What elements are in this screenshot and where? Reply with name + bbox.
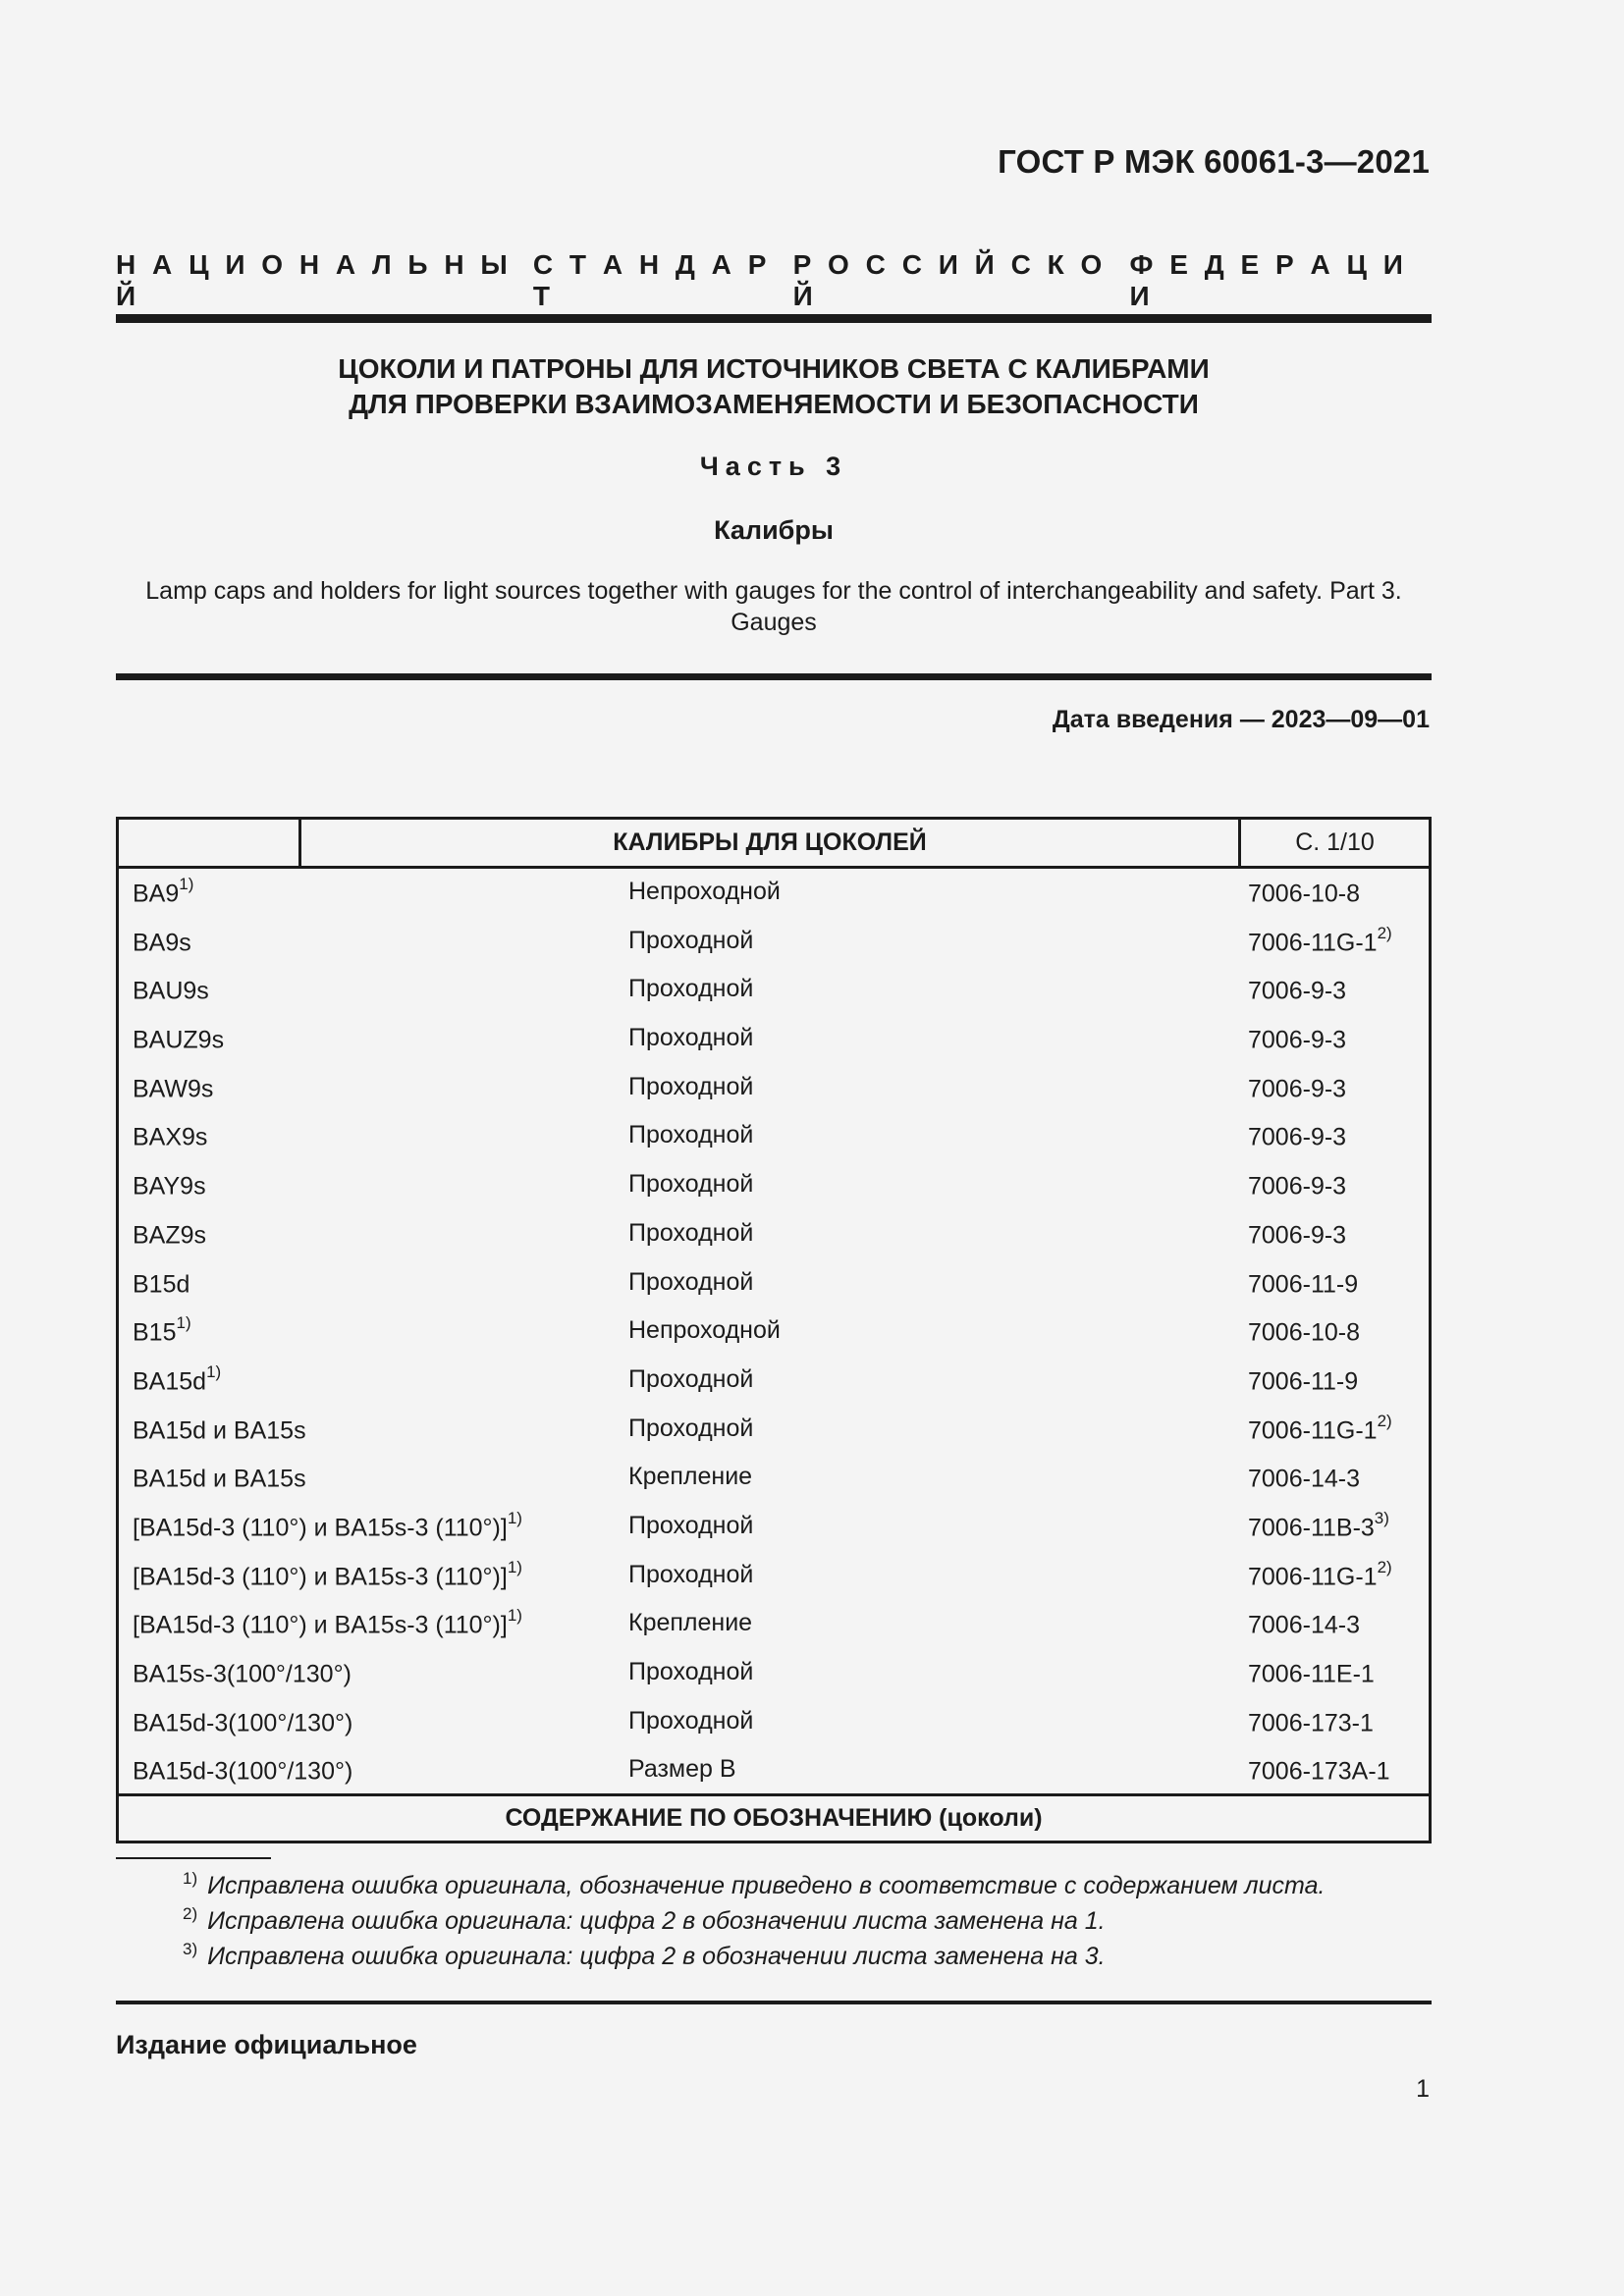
gauge-type-cell-text: Проходной [628,1364,754,1393]
cap-cell-text: BA15d и BA15s [133,1415,306,1444]
sheet-cell-text: 7006-9-3 [1248,1123,1347,1151]
cap-cell-text: B15d [133,1269,190,1298]
sheet-cell [1248,1508,1389,1542]
top-divider [116,314,1432,323]
gauge-type-cell [628,1707,753,1735]
gauge-type-cell [628,1512,753,1540]
cap-cell-text: [BA15d-3 (110°) и BA15s-3 (110°)] [133,1611,508,1639]
gauge-type-cell-text: Проходной [628,1267,754,1296]
sheet-cell-text: 7006-173A-1 [1248,1757,1390,1786]
gauge-type-cell [628,1365,753,1394]
cap-cell [133,1121,207,1151]
sheet-cell-text: 7006-11-9 [1248,1367,1359,1396]
page-number: 1 [1416,2075,1430,2103]
gauge-type-cell-text: Проходной [628,1511,754,1539]
bottom-divider [116,2001,1432,2004]
cap-cell-text: BA15d [133,1367,207,1396]
gauge-type-cell [628,1121,753,1149]
table-row [119,1503,1429,1552]
cap-cell-text: BAX9s [133,1123,208,1151]
cap-cell [133,1170,206,1201]
footnote-mark: 3) [183,1940,198,1958]
cap-cell [133,1606,522,1639]
footnote-text: Исправлена ошибка оригинала, обозначение приведено в соответствие с содержанием листа. [207,1872,1326,1899]
footnote-ref: 2) [1377,1557,1392,1576]
edition-label: Издание официальное [116,2030,417,2059]
sheet-cell-text: 7006-11-9 [1248,1269,1359,1298]
cap-cell [133,875,194,908]
gauge-type-cell-text: Проходной [628,1121,754,1149]
cap-cell [133,1463,306,1493]
sheet-cell [1248,1268,1358,1299]
gauge-type-cell [628,1268,753,1297]
footnote-mark: 2) [183,1904,198,1923]
sheet-cell-text: 7006-11G-1 [1248,1562,1378,1590]
cap-cell-text: BAU9s [133,977,209,1005]
sheet-cell-text: 7006-9-3 [1248,1172,1347,1201]
table-row [119,1552,1429,1601]
sheet-cell-text: 7006-9-3 [1248,1221,1347,1250]
table-footer: СОДЕРЖАНИЕ ПО ОБОЗНАЧЕНИЮ (цоколи) [119,1793,1429,1841]
table-row [119,1649,1429,1698]
table-row [119,1259,1429,1308]
english-title-line-1: Lamp caps and holders for light sources together with gauges for the control of interchangeability and safety. Part 3. [145,577,1402,605]
gauge-type-cell [628,1755,736,1784]
table-row [119,1454,1429,1503]
gauge-type-cell-text: Проходной [628,1072,754,1100]
sheet-cell-text: 7006-9-3 [1248,1026,1347,1054]
cap-cell-text: BA15s-3(100°/130°) [133,1660,352,1688]
footnote-ref: 3) [1374,1508,1389,1527]
cap-cell [133,1024,224,1054]
sheet-cell [1248,1658,1375,1688]
footnote-ref: 1) [507,1557,522,1576]
sheet-cell [1248,1557,1392,1591]
table-header [119,820,1429,869]
sheet-cell-text: 7006-14-3 [1248,1465,1360,1493]
footnote-text: Исправлена ошибка оригинала: цифра 2 в обозначении листа заменена на 1. [207,1907,1106,1935]
sheet-cell-text: 7006-11G-1 [1248,929,1378,957]
subtitle: Калибры [714,515,834,545]
title-line-2: ДЛЯ ПРОВЕРКИ ВЗАИМОЗАМЕНЯЕМОСТИ И БЕЗОПАСНОСТИ [349,389,1199,419]
cap-cell [133,927,191,957]
sheet-cell [1248,878,1360,908]
cap-cell-text: BAZ9s [133,1221,207,1250]
cap-cell [133,1313,191,1347]
gauge-type-cell [628,1219,753,1248]
cap-cell-text: BAUZ9s [133,1026,225,1054]
sheet-cell [1248,1170,1346,1201]
gauge-type-cell-text: Проходной [628,1414,754,1442]
sheet-cell [1248,1024,1346,1054]
gauge-type-cell [628,1415,753,1443]
footnote [183,1903,1325,1939]
national-standard-heading [116,249,1432,312]
sheet-cell-text: 7006-9-3 [1248,1075,1347,1103]
sheet-cell-text: 7006-173-1 [1248,1709,1374,1737]
cap-cell [133,975,209,1005]
footnote-ref: 1) [507,1606,522,1626]
sheet-cell [1248,1707,1374,1737]
table-row [119,1064,1429,1113]
table-row [119,1600,1429,1649]
gauge-type-cell-text: Проходной [628,926,754,954]
gauge-type-cell-text: Крепление [628,1609,753,1637]
cap-cell-text: B15 [133,1318,177,1347]
header-sheet: С. 1/10 [1295,828,1375,856]
footnote-ref: 1) [176,1313,191,1333]
gauge-type-cell [628,1073,753,1101]
gauge-type-cell-text: Проходной [628,975,754,1003]
cap-cell-text: BA15d-3(100°/130°) [133,1709,353,1737]
footnote-ref: 2) [1377,923,1392,942]
english-title-line-2: Gauges [731,609,817,636]
gauge-type-cell-text: Проходной [628,1170,754,1199]
table-row [119,1161,1429,1210]
table-row [119,1210,1429,1259]
footnote-ref: 1) [206,1362,222,1381]
table-row [119,1357,1429,1406]
sheet-cell [1248,1073,1346,1103]
cap-cell-text: BAY9s [133,1172,206,1201]
title-divider [116,673,1432,680]
sheet-cell-text: 7006-10-8 [1248,1318,1360,1347]
table-row [119,1308,1429,1357]
sheet-cell-text: 7006-10-8 [1248,880,1360,908]
introduction-date: Дата введения — 2023—09—01 [1052,706,1430,733]
sheet-cell-text: 7006-9-3 [1248,977,1347,1005]
footnote [183,1868,1325,1903]
gauges-table [116,817,1432,1843]
footnote [183,1939,1325,1974]
gauge-type-cell [628,1170,753,1199]
gauge-type-cell [628,927,753,955]
gauge-type-cell [628,975,753,1003]
footnote-divider [116,1857,271,1859]
table-row [119,918,1429,967]
sheet-cell-text: 7006-11E-1 [1248,1660,1375,1688]
cap-cell [133,1268,189,1299]
gauge-type-cell [628,1561,753,1589]
table-row [119,1746,1429,1795]
gauge-type-cell-text: Проходной [628,1706,754,1735]
cap-cell-text: BA9s [133,929,191,957]
gauge-type-cell [628,1024,753,1052]
table-row [119,966,1429,1015]
sheet-cell [1248,975,1346,1005]
title-line-1: ЦОКОЛИ И ПАТРОНЫ ДЛЯ ИСТОЧНИКОВ СВЕТА С КАЛИБРАМИ [338,353,1210,384]
cap-cell [133,1707,352,1737]
cap-cell-text: [BA15d-3 (110°) и BA15s-3 (110°)] [133,1514,508,1542]
english-title [116,575,1432,638]
sheet-cell [1248,1365,1358,1396]
gauge-type-cell-text: Непроходной [628,1316,781,1345]
national-word: Р О С С И Й С К О Й [792,249,1119,311]
sheet-cell [1248,1219,1346,1250]
gauge-type-cell-text: Размер B [628,1755,736,1784]
cap-cell [133,1658,352,1688]
table-body [119,869,1429,1795]
sheet-cell [1248,1609,1360,1639]
sheet-cell [1248,1755,1390,1786]
footnotes [183,1868,1325,1974]
sheet-cell [1248,923,1392,957]
cap-cell-text: [BA15d-3 (110°) и BA15s-3 (110°)] [133,1562,508,1590]
gauge-type-cell-text: Проходной [628,1560,754,1588]
table-row [119,869,1429,918]
gauge-type-cell-text: Проходной [628,1024,754,1052]
gauge-type-cell [628,1316,781,1345]
cap-cell-text: BA9 [133,880,180,908]
cap-cell-text: BA15d-3(100°/130°) [133,1757,353,1786]
sheet-cell [1248,1316,1360,1347]
gauge-type-cell [628,1463,752,1491]
sheet-cell [1248,1463,1360,1493]
cap-cell [133,1362,222,1396]
table-row [119,1015,1429,1064]
national-word: С Т А Н Д А Р Т [532,249,784,311]
part-label: Часть 3 [699,452,848,481]
footnote-ref: 2) [1377,1411,1392,1430]
table-row [119,1698,1429,1747]
footnote-ref: 1) [507,1508,522,1527]
table-row [119,1406,1429,1455]
sheet-cell-text: 7006-11B-3 [1248,1514,1375,1542]
standard-number: ГОСТ Р МЭК 60061-3—2021 [998,143,1430,180]
footnote-mark: 1) [183,1869,198,1888]
footnote-ref: 1) [179,875,194,893]
gauge-type-cell [628,1609,752,1637]
header-empty-cell [119,820,301,866]
gauge-type-cell-text: Непроходной [628,878,781,905]
header-title: КАЛИБРЫ ДЛЯ ЦОКОЛЕЙ [301,820,1241,866]
cap-cell [133,1755,352,1786]
cap-cell [133,1508,522,1542]
cap-cell [133,1415,306,1445]
gauge-type-cell [628,1658,753,1686]
cap-cell [133,1073,213,1103]
gauge-type-cell-text: Крепление [628,1463,753,1491]
gauge-type-cell-text: Проходной [628,1658,754,1685]
table-row [119,1112,1429,1161]
gauge-type-cell [628,878,781,906]
gauge-type-cell-text: Проходной [628,1218,754,1247]
cap-cell-text: BA15d и BA15s [133,1465,306,1493]
sheet-cell-text: 7006-11G-1 [1248,1415,1378,1444]
footnote-text: Исправлена ошибка оригинала: цифра 2 в обозначении листа заменена на 3. [207,1943,1106,1970]
cap-cell [133,1557,522,1591]
document-title [116,351,1432,422]
sheet-cell [1248,1411,1392,1445]
sheet-cell-text: 7006-14-3 [1248,1611,1360,1639]
sheet-cell [1248,1121,1346,1151]
cap-cell-text: BAW9s [133,1075,214,1103]
cap-cell [133,1219,206,1250]
national-word: Ф Е Д Е Р А Ц И И [1129,249,1420,311]
national-word: Н А Ц И О Н А Л Ь Н Ы Й [116,249,524,311]
